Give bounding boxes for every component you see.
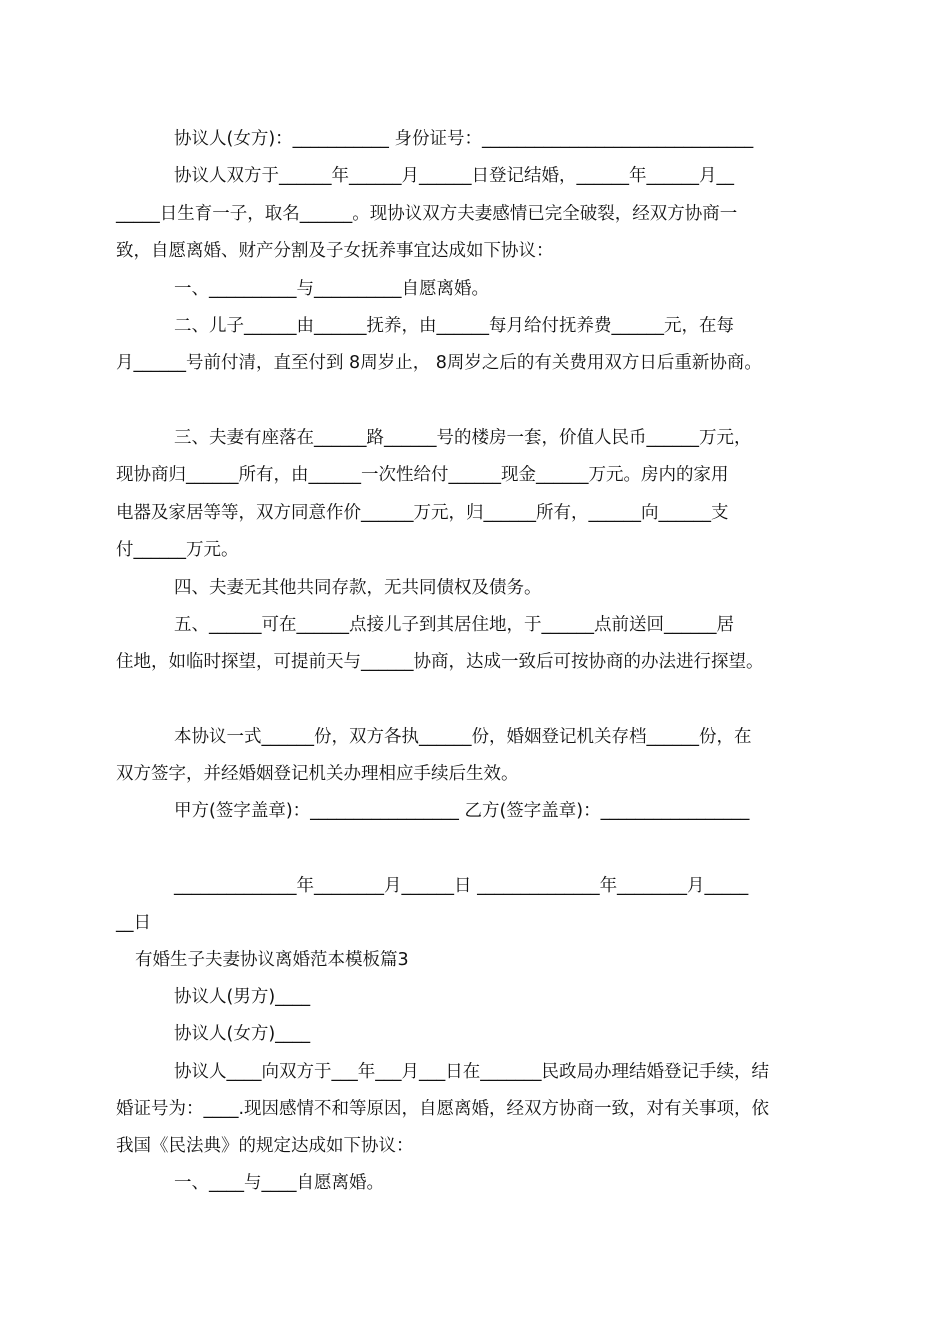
clause-four: 四、夫妻无其他共同存款，无共同债权及债务。 — [174, 578, 542, 598]
party-female-line: 协议人(女方)____ — [174, 1024, 311, 1044]
clause-three-line-3: 电器及家居等等，双方同意作价______万元，归______所有，______向______支 — [116, 503, 729, 523]
clause-three-line-4: 付______万元。 — [116, 540, 239, 560]
registration-line-3: 我国《民法典》的规定达成如下协议： — [116, 1136, 414, 1156]
registration-line-2: 婚证号为：____.现因感情不和等原因，自愿离婚，经双方协商一致，对有关事项，依 — [116, 1099, 770, 1119]
agreement-intro-line: 致，自愿离婚、财产分割及子女抚养事宜达成如下协议： — [116, 241, 554, 261]
clause-five-line-1: 五、______可在______点接儿子到其居住地，于______点前送回______居 — [174, 615, 734, 635]
date-line-end: __日 — [116, 913, 151, 933]
copies-line-2: 双方签字，并经婚姻登记机关办理相应手续后生效。 — [116, 764, 519, 784]
party-female-id-line: 协议人(女方)：___________ 身份证号：_______________________________ — [174, 129, 754, 149]
date-line: ______________年________月______日 ______________年________月_____ — [174, 876, 749, 896]
registration-line-1: 协议人____向双方于___年___月___日在_______民政局办理结婚登记手续，结 — [174, 1062, 769, 1082]
clause-two-line-1: 二、儿子______由______抚养，由______每月给付抚养费______元，在每 — [174, 316, 734, 336]
section-heading: 有婚生子夫妻协议离婚范本模板篇3 — [135, 950, 409, 970]
signature-line: 甲方(签字盖章)：_________________ 乙方(签字盖章)：_________________ — [174, 801, 750, 821]
clause-two-line-2: 月______号前付清，直至付到 8周岁止， 8周岁之后的有关费用双方日后重新协商。 — [116, 353, 762, 373]
clause-one-second: 一、____与____自愿离婚。 — [174, 1173, 384, 1193]
child-birth-line: _____日生育一子，取名______。现协议双方夫妻感情已完全破裂，经双方协商一 — [116, 204, 738, 224]
clause-five-line-2: 住地，如临时探望，可提前天与______协商，达成一致后可按协商的办法进行探望。 — [116, 652, 764, 672]
copies-line-1: 本协议一式______份，双方各执______份，婚姻登记机关存档______份，在 — [174, 727, 752, 747]
marriage-registration-line: 协议人双方于______年______月______日登记结婚，______年______月__ — [174, 166, 734, 186]
clause-three-line-1: 三、夫妻有座落在______路______号的楼房一套，价值人民币______万元， — [174, 428, 752, 448]
clause-one: 一、__________与__________自愿离婚。 — [174, 279, 489, 299]
party-male-line: 协议人(男方)____ — [174, 987, 311, 1007]
clause-three-line-2: 现协商归______所有，由______一次性给付______现金______万元。房内的家用 — [116, 465, 729, 485]
